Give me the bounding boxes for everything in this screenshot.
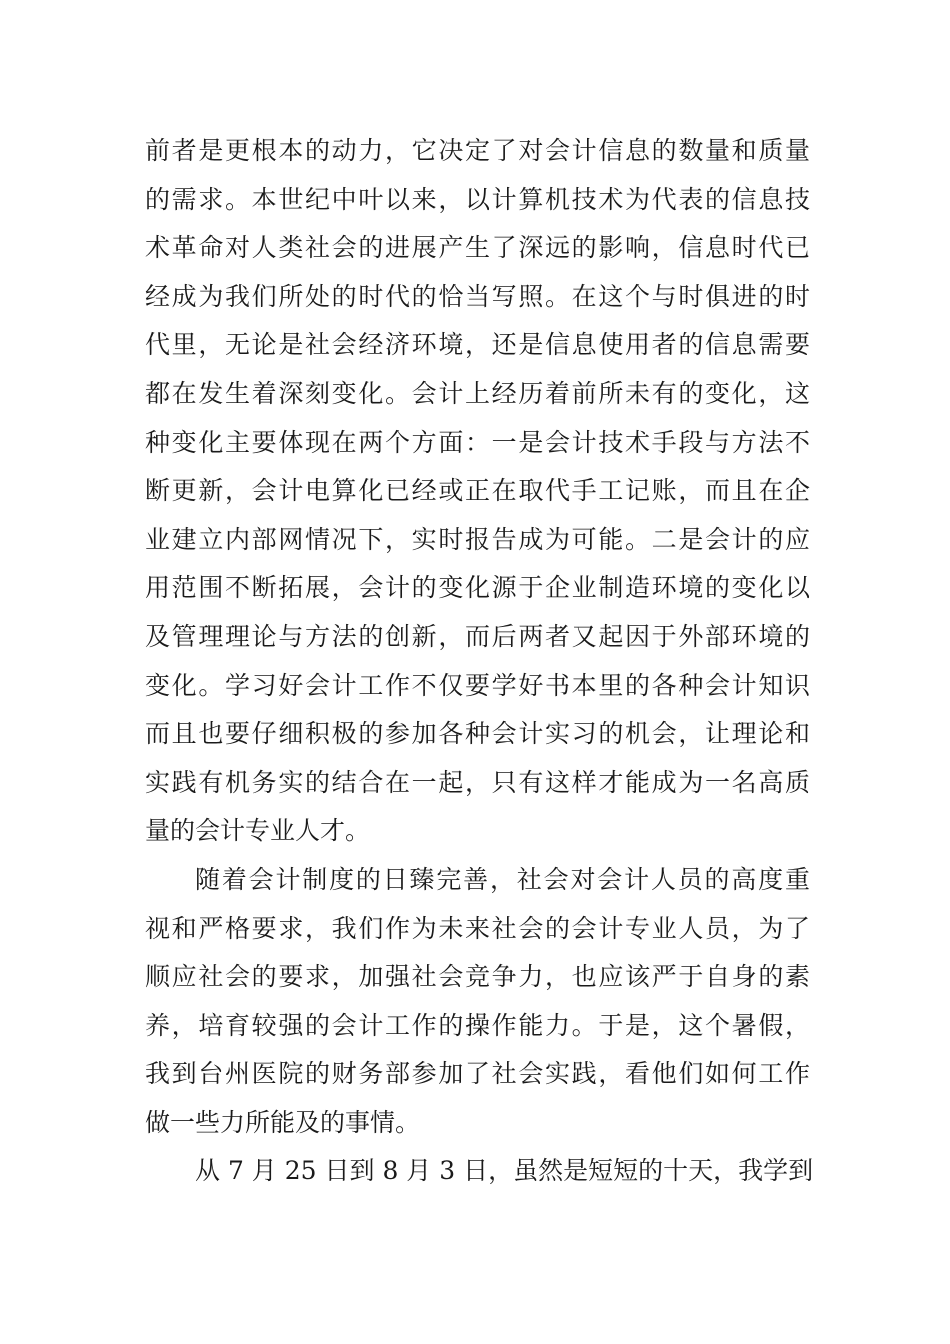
text-line: 用范围不断拓展，会计的变化源于企业制造环境的变化以 xyxy=(145,573,810,603)
text-line: 视和严格要求，我们作为未来社会的会计专业人员，为了 xyxy=(145,913,810,943)
text-line: 前者是更根本的动力，它决定了对会计信息的数量和质量 xyxy=(145,136,810,165)
text-line: 的需求。本世纪中叶以来，以计算机技术为代表的信息技 xyxy=(145,184,810,214)
text-line: 变化。学习好会计工作不仅要学好书本里的各种会计知识 xyxy=(145,670,810,700)
text-line: 及管理理论与方法的创新，而后两者又起因于外部环境的 xyxy=(145,621,810,651)
text-line: 从 7 月 25 日到 8 月 3 日，虽然是短短的十天，我学到 xyxy=(195,1156,814,1186)
document-body xyxy=(145,127,814,1196)
text-line: 做一些力所能及的事情。 xyxy=(145,1107,421,1137)
text-line: 量的会计专业人才。 xyxy=(145,816,371,846)
text-line: 断更新，会计电算化已经或正在取代手工记账，而且在企 xyxy=(145,476,810,506)
text-line: 业建立内部网情况下，实时报告成为可能。二是会计的应 xyxy=(145,524,810,554)
text-line: 都在发生着深刻变化。会计上经历着前所未有的变化，这 xyxy=(145,378,810,408)
text-line: 随着会计制度的日臻完善，社会对会计人员的高度重 xyxy=(195,864,810,894)
text-line: 代里，无论是社会经济环境，还是信息使用者的信息需要 xyxy=(145,330,810,360)
text-line: 而且也要仔细积极的参加各种会计实习的机会，让理论和 xyxy=(145,719,810,749)
text-line: 顺应社会的要求，加强社会竞争力，也应该严于自身的素 xyxy=(145,962,810,992)
text-line: 我到台州医院的财务部参加了社会实践，看他们如何工作 xyxy=(145,1059,810,1089)
text-line: 实践有机务实的结合在一起，只有这样才能成为一名高质 xyxy=(145,767,810,797)
text-line: 经成为我们所处的时代的恰当写照。在这个与时俱进的时 xyxy=(145,281,810,311)
text-line: 种变化主要体现在两个方面：一是会计技术手段与方法不 xyxy=(145,427,810,457)
text-line: 术革命对人类社会的进展产生了深远的影响，信息时代已 xyxy=(145,233,810,263)
text-line: 养，培育较强的会计工作的操作能力。于是，这个暑假， xyxy=(145,1010,810,1040)
